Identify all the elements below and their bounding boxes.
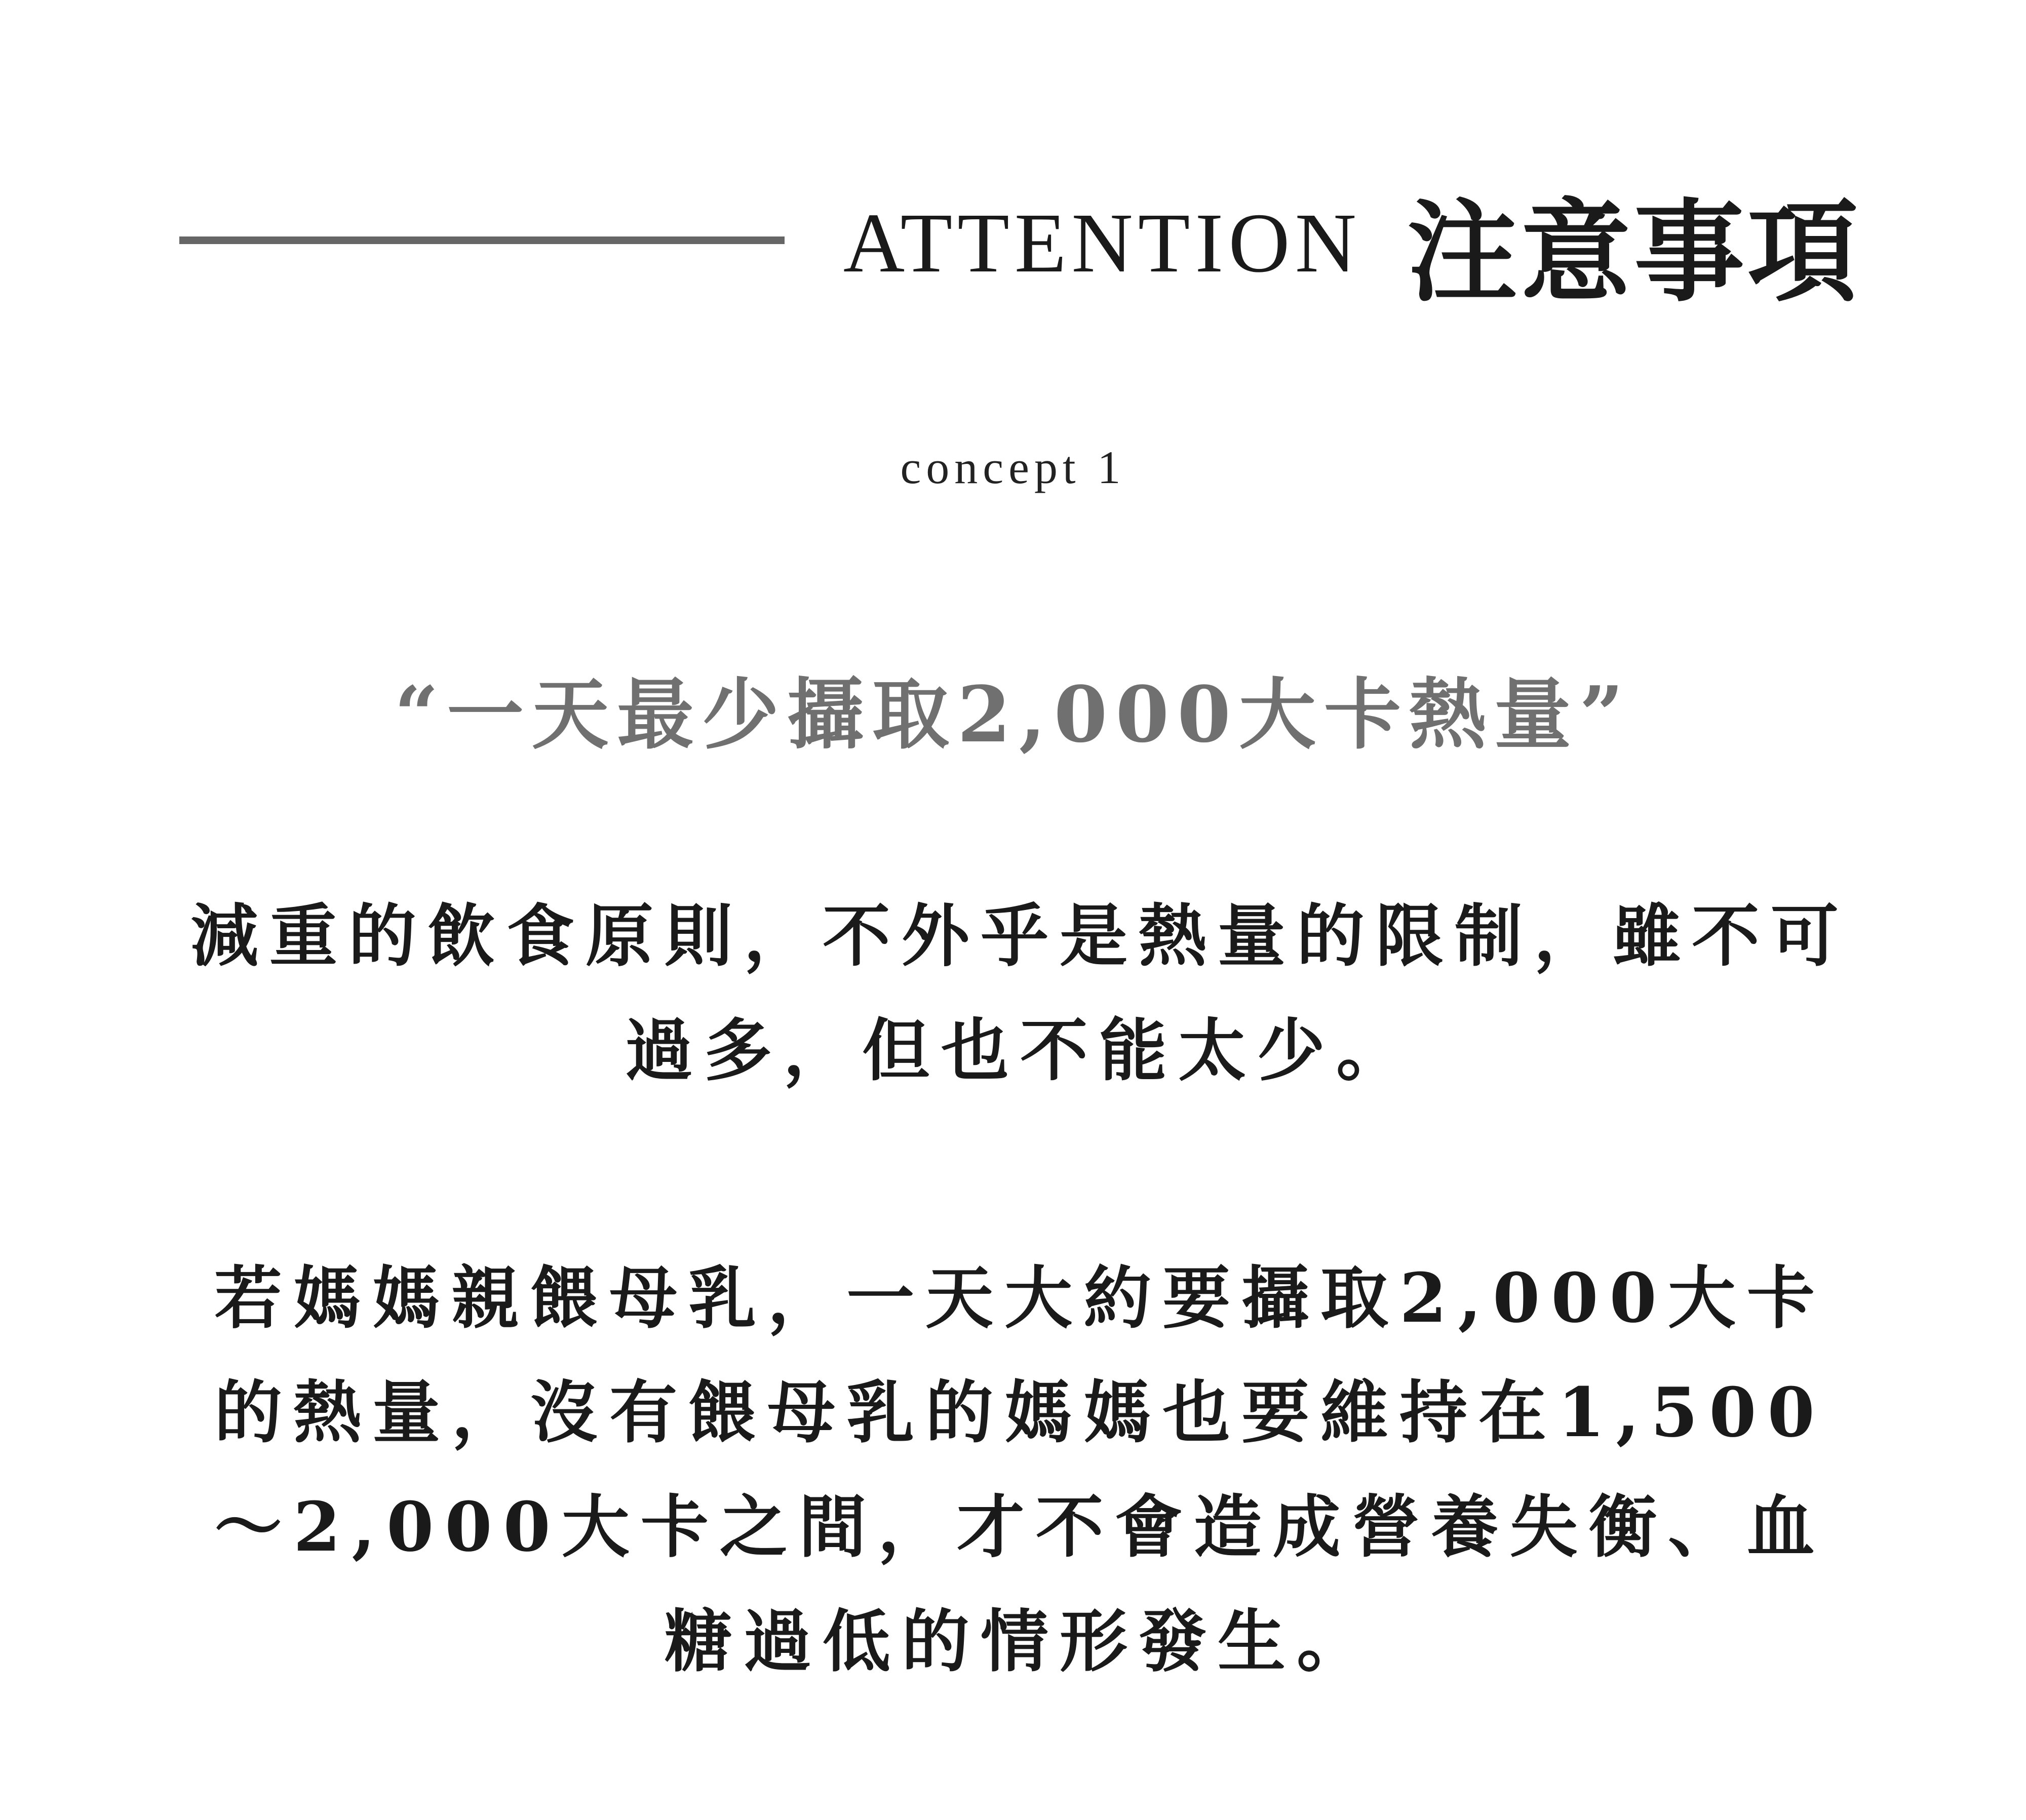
paragraph-calorie-guidance: 若媽媽親餵母乳，一天大約要攝取2,000大卡的熱量，沒有餵母乳的媽媽也要維持在1,500～2,000大卡之間，才不會造成營養失衡、血糖過低的情形發生。 — [214, 1258, 1826, 1681]
paragraph-diet-principle: 減重的飲食原則，不外乎是熱量的限制，雖不可過多，但也不能太少。 — [190, 896, 1850, 1090]
header-divider-line — [179, 236, 785, 244]
highlight-quote: “一天最少攝取2,000大卡熱量” — [394, 669, 1632, 760]
header-title-en: ATTENTION — [843, 195, 1361, 290]
section-header — [179, 172, 1861, 317]
header-title-zh: 注意事項 — [1407, 187, 1861, 317]
header-title — [843, 172, 1861, 317]
concept-label: concept 1 — [900, 442, 1126, 493]
